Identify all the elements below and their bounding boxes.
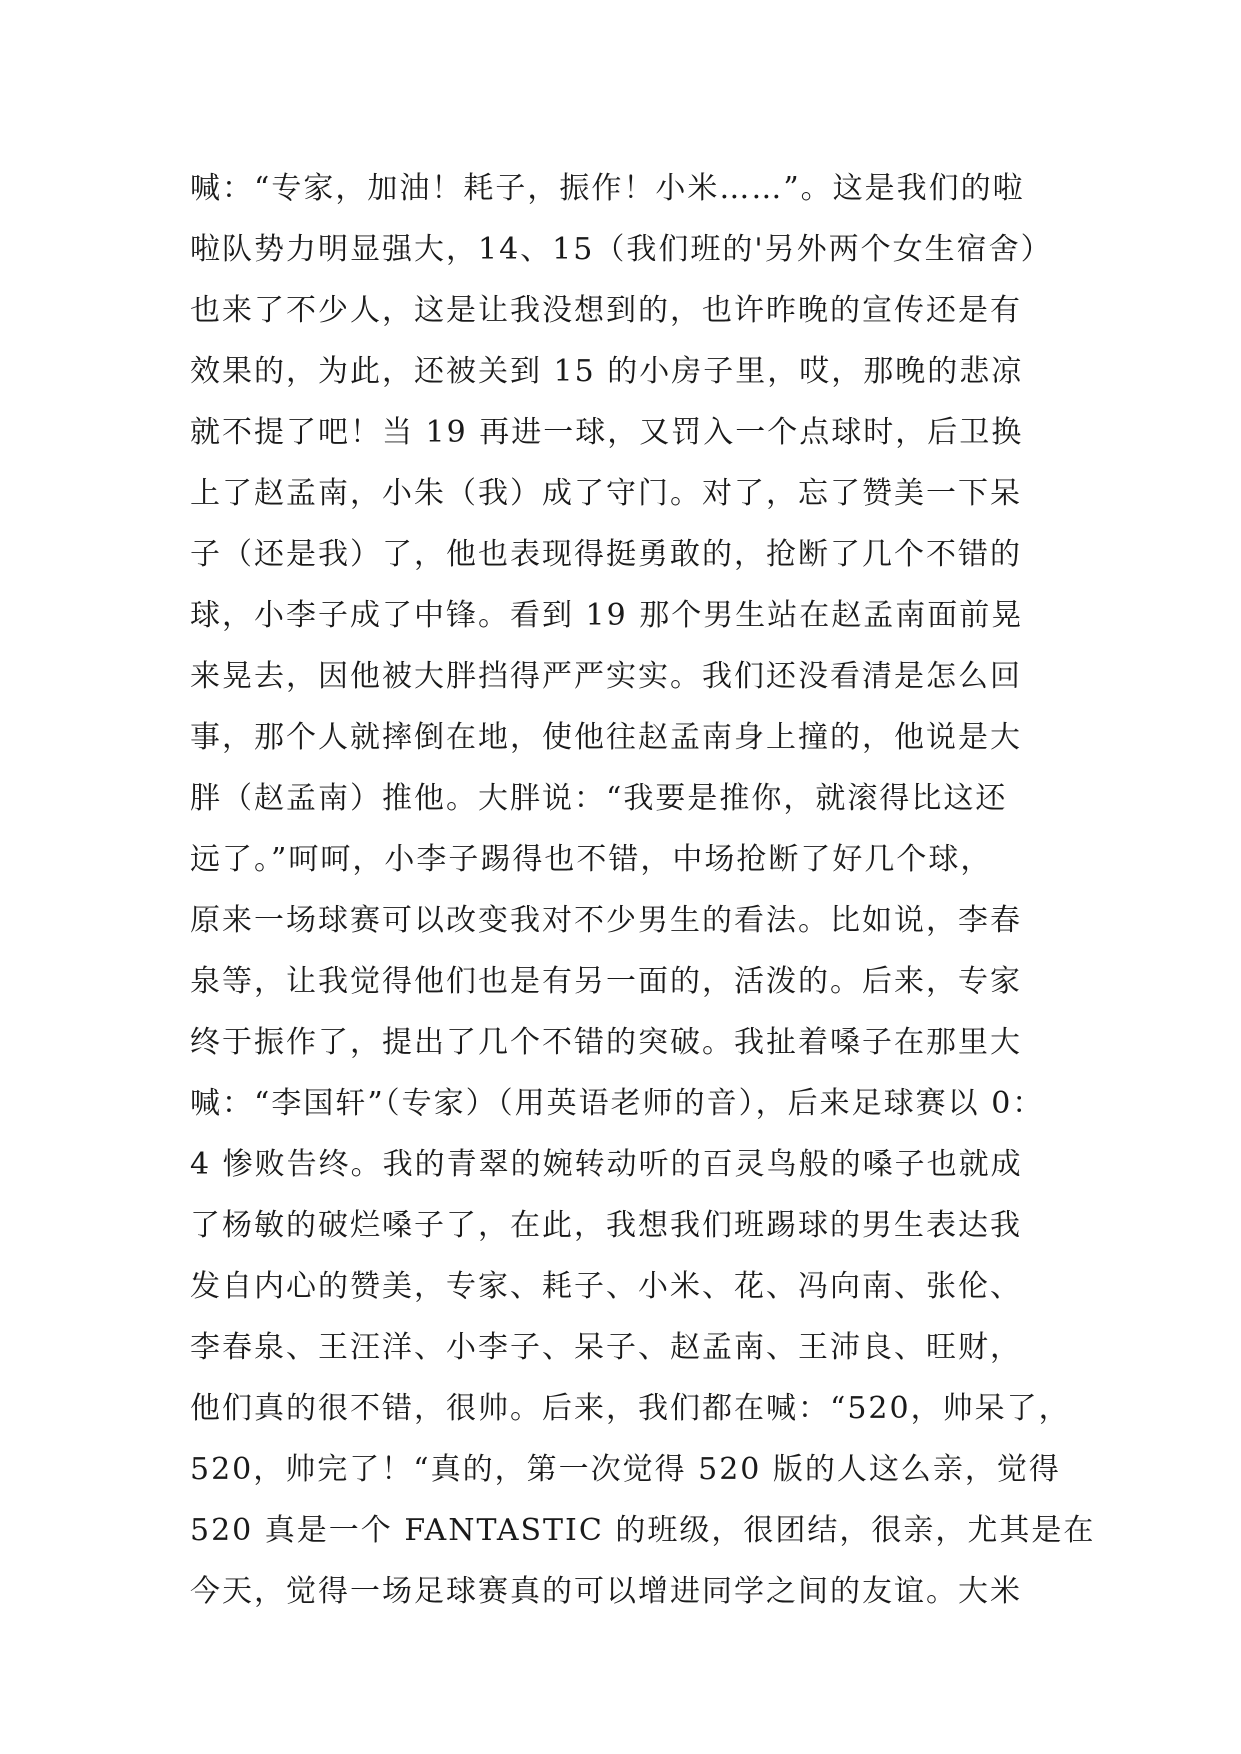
text-line: 4 惨败告终。我的青翠的婉转动听的百灵鸟般的嗓子也就成 <box>190 1147 1023 1182</box>
text-line: 效果的，为此，还被关到 15 的小房子里，哎，那晚的悲凉 <box>190 354 1024 389</box>
text-line: 终于振作了，提出了几个不错的突破。我扯着嗓子在那里大 <box>190 1025 1022 1060</box>
text-line: 今天，觉得一场足球赛真的可以增进同学之间的友谊。大米 <box>190 1574 1022 1609</box>
text-line: 远了。”呵呵，小李子踢得也不错，中场抢断了好几个球， <box>190 842 993 877</box>
text-line: 发自内心的赞美，专家、耗子、小米、花、冯向南、张伦、 <box>190 1269 1022 1304</box>
text-line: 胖（赵孟南）推他。大胖说：“我要是推你，就滚得比这还 <box>190 781 1008 816</box>
text-line: 事，那个人就摔倒在地，使他往赵孟南身上撞的，他说是大 <box>190 720 1022 755</box>
text-line: 来晃去，因他被大胖挡得严严实实。我们还没看清是怎么回 <box>190 659 1022 694</box>
text-line: 子（还是我）了，他也表现得挺勇敢的，抢断了几个不错的 <box>190 537 1022 572</box>
text-line: 球，小李子成了中锋。看到 19 那个男生站在赵孟南面前晃 <box>190 598 1024 633</box>
text-line: 520 真是一个 FANTASTIC 的班级，很团结，很亲，尤其是在 <box>190 1513 1096 1548</box>
text-line: 喊：“专家，加油！耗子，振作！小米……”。这是我们的啦 <box>190 171 1025 206</box>
text-line: 泉等，让我觉得他们也是有另一面的，活泼的。后来，专家 <box>190 964 1022 999</box>
text-line: 就不提了吧！当 19 再进一球，又罚入一个点球时，后卫换 <box>190 415 1024 450</box>
text-line: 李春泉、王汪洋、小李子、呆子、赵孟南、王沛良、旺财， <box>190 1330 1022 1365</box>
text-line: 520，帅完了！“真的，第一次觉得 520 版的人这么亲，觉得 <box>190 1452 1061 1487</box>
text-line: 啦队势力明显强大，14、15（我们班的'另外两个女生宿舍） <box>190 232 1053 267</box>
body-text <box>190 158 1096 1622</box>
text-line: 上了赵孟南，小朱（我）成了守门。对了，忘了赞美一下呆 <box>190 476 1022 511</box>
text-line: 他们真的很不错，很帅。后来，我们都在喊：“520，帅呆了， <box>190 1391 1071 1426</box>
text-line: 也来了不少人，这是让我没想到的，也许昨晚的宣传还是有 <box>190 293 1022 328</box>
text-line: 喊：“李国轩”（专家）（用英语老师的音），后来足球赛以 0： <box>190 1086 1045 1121</box>
text-line: 原来一场球赛可以改变我对不少男生的看法。比如说，李春 <box>190 903 1022 938</box>
text-line: 了杨敏的破烂嗓子了，在此，我想我们班踢球的男生表达我 <box>190 1208 1022 1243</box>
